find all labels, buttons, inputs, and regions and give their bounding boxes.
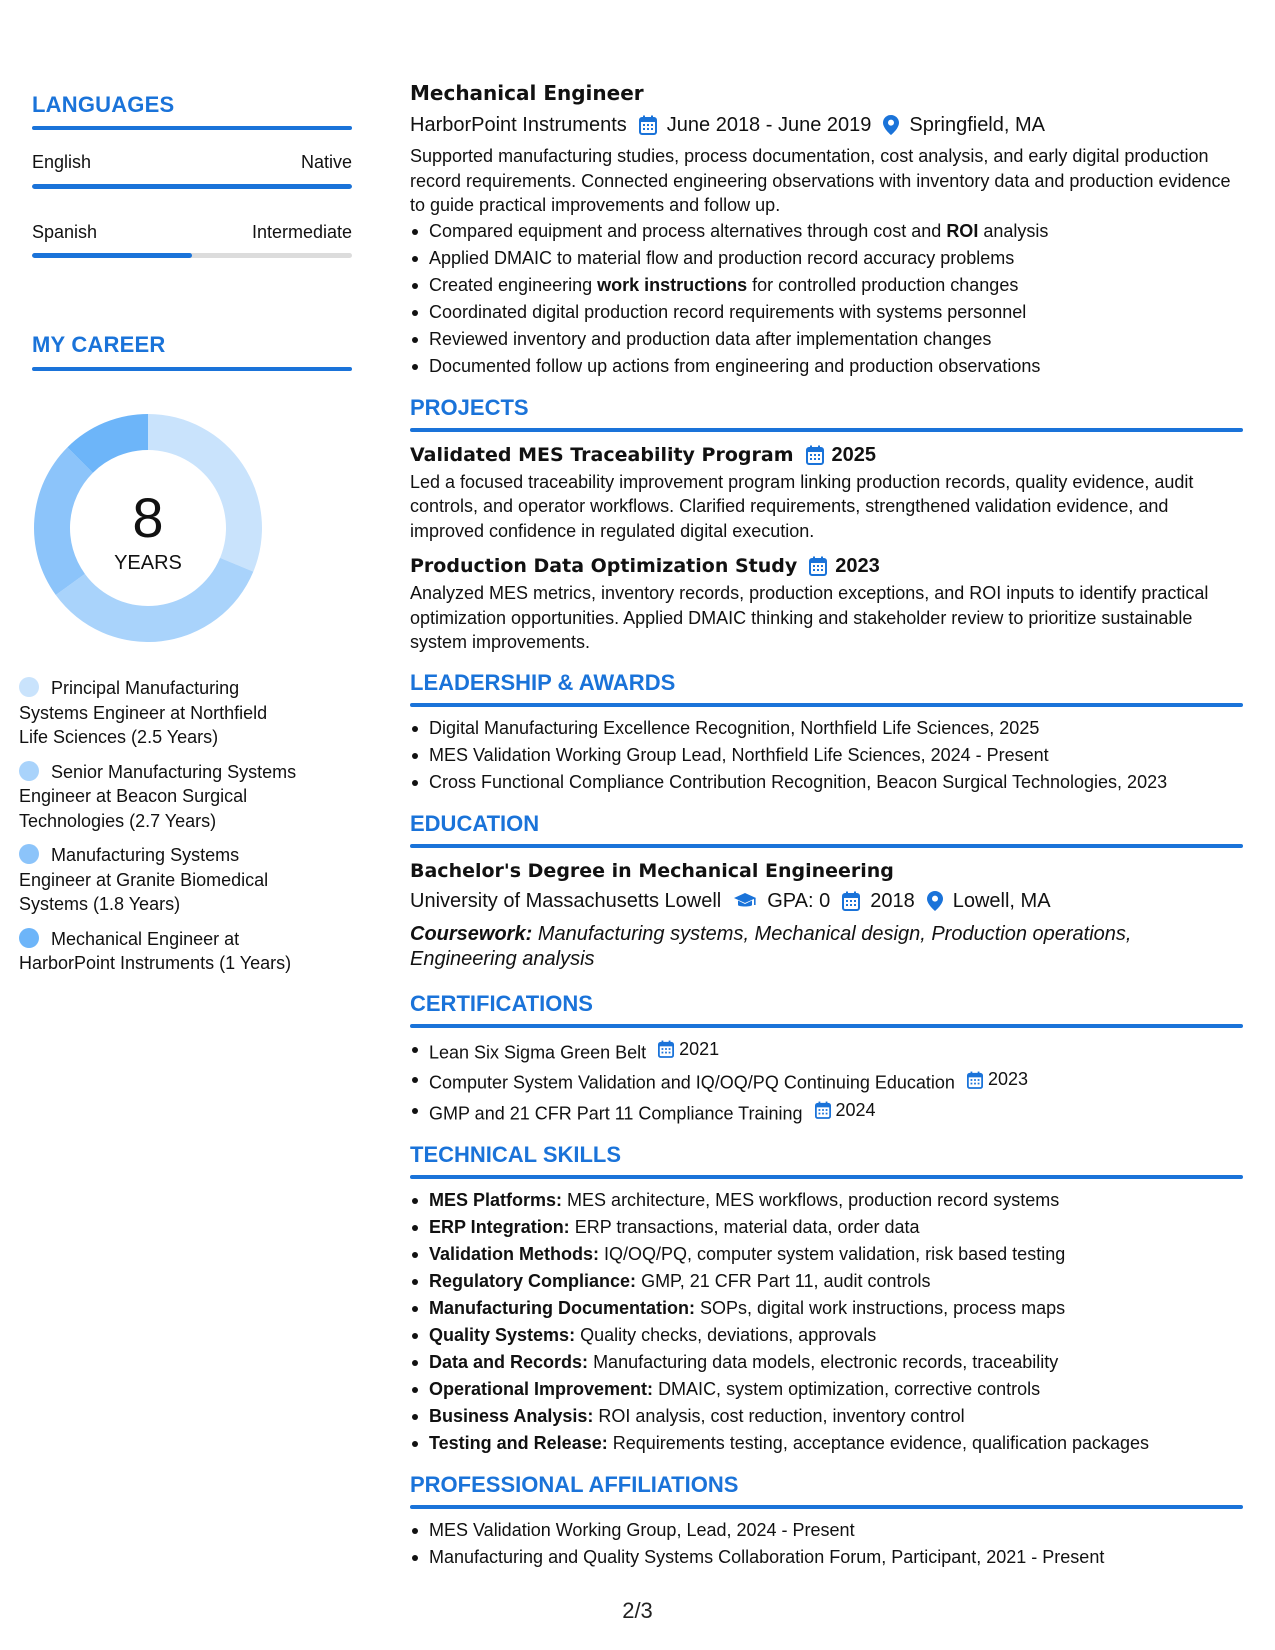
skill-item <box>410 1349 1243 1376</box>
affiliation-item: Manufacturing and Quality Systems Collaboration Forum, Participant, 2021 - Present <box>410 1544 1243 1571</box>
skill-label: Manufacturing Documentation: <box>429 1298 695 1318</box>
certification-item <box>410 1097 1243 1128</box>
skill-item <box>410 1295 1243 1322</box>
section-rule <box>410 1505 1243 1509</box>
skills-heading: TECHNICAL SKILLS <box>410 1142 622 1167</box>
section-rule <box>410 844 1243 848</box>
career-legend <box>19 676 299 986</box>
education-heading: EDUCATION <box>410 810 540 836</box>
skill-value: SOPs, digital work instructions, process maps <box>700 1298 1066 1318</box>
languages-heading: LANGUAGES <box>32 92 175 117</box>
skill-label: MES Platforms: <box>429 1190 563 1210</box>
section-rule <box>410 703 1243 707</box>
skill-label: Business Analysis: <box>429 1406 594 1426</box>
skill-label: Data and Records: <box>429 1352 589 1372</box>
calendar-icon <box>809 556 827 576</box>
career-total-number: 8 <box>132 486 164 549</box>
skill-value: GMP, 21 CFR Part 11, audit controls <box>641 1271 931 1291</box>
calendar-icon <box>639 115 657 135</box>
job-dates: June 2018 - June 2019 <box>666 114 872 136</box>
coursework-label: Coursework: <box>410 922 533 945</box>
award-item: Digital Manufacturing Excellence Recognition, Northfield Life Sciences, 2025 <box>410 715 1243 742</box>
project-entry <box>410 551 1243 655</box>
job-summary: Supported manufacturing studies, process documentation, cost analysis, and early digital production record requirements. Connected engineering observations with inventory data and production evidence to guide practical improvements and follow up. <box>410 146 1231 215</box>
skill-label: Quality Systems: <box>429 1325 576 1345</box>
legend-dot <box>19 677 39 697</box>
awards-heading: LEADERSHIP & AWARDS <box>410 669 676 695</box>
skill-value: Requirements testing, acceptance evidence, qualification packages <box>612 1433 1150 1453</box>
language-name: Spanish <box>32 222 98 242</box>
job-bullet: Created engineering work instructions for controlled production changes <box>410 272 1243 299</box>
company-name: HarborPoint Instruments <box>410 114 627 136</box>
section-rule <box>410 428 1243 432</box>
language-row <box>32 152 352 173</box>
certification-item <box>410 1036 1243 1067</box>
skill-value: IQ/OQ/PQ, computer system validation, risk based testing <box>604 1244 1066 1264</box>
legend-dot <box>19 928 39 948</box>
project-year: 2023 <box>835 555 880 577</box>
education-year: 2018 <box>870 889 915 912</box>
school-name: University of Massachusetts Lowell <box>410 889 722 912</box>
career-rule <box>32 367 352 371</box>
legend-dot <box>19 761 39 781</box>
affiliations-list <box>410 1517 1243 1571</box>
project-entry <box>410 440 1243 544</box>
job-bullet: Coordinated digital production record requirements with systems personnel <box>410 299 1243 326</box>
certification-name: Computer System Validation and IQ/OQ/PQ Continuing Education <box>429 1072 955 1093</box>
skill-item <box>410 1214 1243 1241</box>
language-level: Intermediate <box>251 222 352 242</box>
page-number: 2/3 <box>622 1598 653 1623</box>
career-legend-item <box>19 760 299 834</box>
project-title-row <box>410 551 1243 581</box>
language-bar <box>32 253 352 258</box>
job-bullets <box>410 218 1243 380</box>
certification-year: 2023 <box>987 1069 1028 1089</box>
certifications-list <box>410 1036 1243 1128</box>
language-bar-fill <box>32 253 192 258</box>
certification-year: 2024 <box>835 1099 876 1120</box>
skill-item <box>410 1187 1243 1214</box>
calendar-icon <box>806 445 824 465</box>
skill-item <box>410 1403 1243 1430</box>
language-row <box>32 222 352 243</box>
affiliation-item: MES Validation Working Group, Lead, 2024 - Present <box>410 1517 1243 1544</box>
skill-item <box>410 1376 1243 1403</box>
skill-value: Manufacturing data models, electronic records, traceability <box>593 1352 1059 1372</box>
affiliations-heading: PROFESSIONAL AFFILIATIONS <box>410 1472 739 1497</box>
coursework-text: Manufacturing systems, Mechanical design, Production operations, Engineering analysis <box>410 922 1132 970</box>
certification-name: Lean Six Sigma Green Belt <box>429 1042 647 1062</box>
job-bullet: Documented follow up actions from engineering and production observations <box>410 353 1243 380</box>
graduation-cap-icon <box>733 892 757 910</box>
career-donut <box>34 414 262 642</box>
education-meta <box>410 886 1243 916</box>
skill-label: Operational Improvement: <box>429 1379 654 1399</box>
map-pin-icon <box>927 891 943 911</box>
career-role-label: Senior Manufacturing Systems Engineer at Beacon Surgical Technologies (2.7 Years) <box>19 761 297 831</box>
job-location: Springfield, MA <box>909 114 1045 136</box>
project-description: Analyzed MES metrics, inventory records, production exceptions, and ROI inputs to identify practical optimization opportunities. Applied DMAIC thinking and stakeholder review to prioritize sustainable system improvements. <box>410 583 1209 652</box>
legend-dot <box>19 844 39 864</box>
skill-item <box>410 1430 1243 1457</box>
calendar-icon <box>842 891 860 911</box>
skills-list <box>410 1187 1243 1457</box>
skill-value: ROI analysis, cost reduction, inventory control <box>598 1406 965 1426</box>
degree-title: Bachelor's Degree in Mechanical Engineering <box>410 859 894 882</box>
career-role-label: Mechanical Engineer at HarborPoint Instruments (1 Years) <box>19 928 292 973</box>
project-description: Led a focused traceability improvement program linking production records, quality evidence, audit controls, and operator workflows. Clarified requirements, strengthened validation evidence, and improved confidence in regulated digital execution. <box>410 471 1194 541</box>
language-level: Native <box>300 152 352 172</box>
map-pin-icon <box>883 115 899 135</box>
career-legend-item <box>19 843 299 917</box>
career-legend-item <box>19 676 299 750</box>
project-title: Production Data Optimization Study <box>410 555 798 577</box>
career-role-label: Principal Manufacturing Systems Engineer at Northfield Life Sciences (2.5 Years) <box>19 678 268 747</box>
career-legend-item <box>19 927 299 976</box>
experience-entry <box>410 76 1243 380</box>
skill-value: MES architecture, MES workflows, production record systems <box>567 1190 1060 1210</box>
skill-value: ERP transactions, material data, order data <box>574 1217 920 1237</box>
project-title-row <box>410 440 1243 470</box>
calendar-icon <box>967 1071 983 1089</box>
coursework <box>410 922 1243 972</box>
career-total-unit: YEARS <box>114 552 182 574</box>
skill-label: Validation Methods: <box>429 1244 600 1264</box>
certifications-heading: CERTIFICATIONS <box>410 990 593 1016</box>
job-meta <box>410 110 1243 140</box>
career-heading: MY CAREER <box>32 332 166 357</box>
skill-value: DMAIC, system optimization, corrective controls <box>658 1379 1041 1399</box>
job-title: Mechanical Engineer <box>410 81 644 105</box>
language-bar <box>32 184 352 189</box>
awards-list <box>410 715 1243 796</box>
skill-label: Regulatory Compliance: <box>429 1271 637 1291</box>
job-bullet: Reviewed inventory and production data after implementation changes <box>410 326 1243 353</box>
certification-item <box>410 1066 1243 1097</box>
award-item: MES Validation Working Group Lead, Northfield Life Sciences, 2024 - Present <box>410 742 1243 769</box>
certification-name: GMP and 21 CFR Part 11 Compliance Training <box>429 1103 803 1123</box>
career-role-label: Manufacturing Systems Engineer at Granite Biomedical Systems (1.8 Years) <box>19 845 269 914</box>
language-name: English <box>32 152 92 172</box>
project-title: Validated MES Traceability Program <box>410 443 794 466</box>
award-item: Cross Functional Compliance Contribution Recognition, Beacon Surgical Technologies, 2023 <box>410 769 1243 796</box>
certification-year: 2021 <box>679 1038 720 1059</box>
section-rule <box>410 1024 1243 1028</box>
languages-rule <box>32 126 352 130</box>
education-gpa: GPA: 0 <box>767 889 831 912</box>
skill-item <box>410 1268 1243 1295</box>
job-bullet: Applied DMAIC to material flow and production record accuracy problems <box>410 245 1243 272</box>
calendar-icon <box>658 1040 674 1058</box>
skill-value: Quality checks, deviations, approvals <box>580 1325 877 1345</box>
skill-label: Testing and Release: <box>429 1433 608 1453</box>
language-bar-fill <box>32 184 352 189</box>
calendar-icon <box>815 1101 831 1119</box>
project-year: 2025 <box>831 443 876 466</box>
skill-label: ERP Integration: <box>429 1217 570 1237</box>
skill-item <box>410 1241 1243 1268</box>
education-location: Lowell, MA <box>952 889 1051 912</box>
job-bullet: Compared equipment and process alternatives through cost and ROI analysis <box>410 218 1243 245</box>
section-rule <box>410 1175 1243 1179</box>
main-content <box>410 76 1243 1571</box>
skill-item <box>410 1322 1243 1349</box>
projects-heading: PROJECTS <box>410 394 529 420</box>
